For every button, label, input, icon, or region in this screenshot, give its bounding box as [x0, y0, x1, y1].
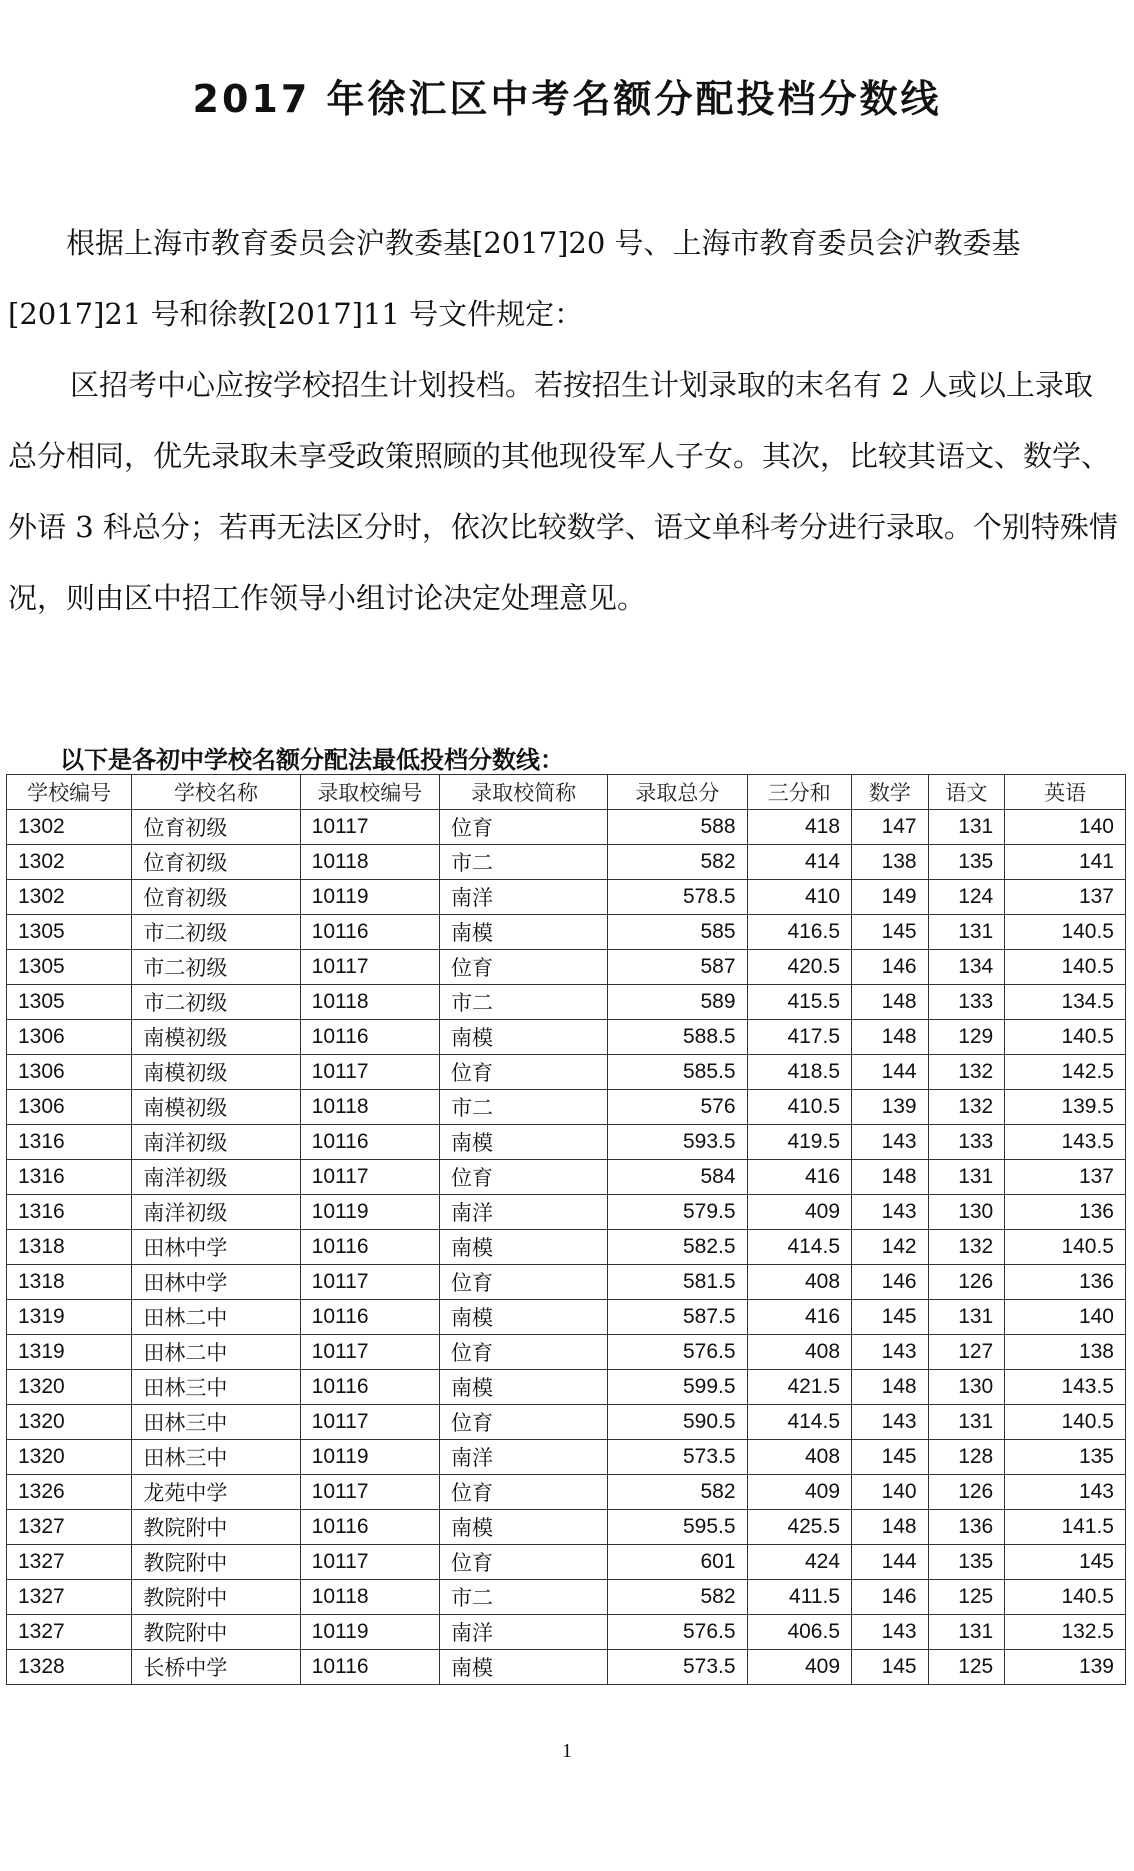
- school-name-cell: 南洋初级: [132, 1195, 300, 1230]
- math-score-cell: 148: [852, 1510, 929, 1545]
- english-score-cell: 139.5: [1005, 1090, 1126, 1125]
- school-id-cell: 1326: [7, 1475, 132, 1510]
- math-score-cell: 143: [852, 1405, 929, 1440]
- three-subject-sum-cell: 420.5: [747, 950, 851, 985]
- school-id-cell: 1318: [7, 1230, 132, 1265]
- school-name-cell: 南模初级: [132, 1090, 300, 1125]
- admit-school-name-cell: 位育: [439, 1405, 607, 1440]
- total-score-cell: 576.5: [608, 1615, 747, 1650]
- chinese-score-cell: 124: [928, 880, 1005, 915]
- three-subject-sum-cell: 418: [747, 810, 851, 845]
- column-header: 录取校编号: [300, 775, 439, 810]
- school-name-cell: 田林二中: [132, 1300, 300, 1335]
- paragraph-regulations: 根据上海市教育委员会沪教委基[2017]20 号、上海市教育委员会沪教委基[2017]21 号和徐教[2017]11 号文件规定：: [8, 226, 1021, 331]
- table-body: [7, 810, 1126, 1685]
- math-score-cell: 148: [852, 985, 929, 1020]
- total-score-cell: 582: [608, 1475, 747, 1510]
- school-name-cell: 田林二中: [132, 1335, 300, 1370]
- english-score-cell: 136: [1005, 1265, 1126, 1300]
- admit-school-id-cell: 10116: [300, 1510, 439, 1545]
- total-score-cell: 581.5: [608, 1265, 747, 1300]
- table-row: [7, 1195, 1126, 1230]
- english-score-cell: 141: [1005, 845, 1126, 880]
- school-name-cell: 位育初级: [132, 880, 300, 915]
- admit-school-id-cell: 10116: [300, 915, 439, 950]
- admit-school-name-cell: 南洋: [439, 880, 607, 915]
- admit-school-id-cell: 10117: [300, 1335, 439, 1370]
- admit-school-name-cell: 市二: [439, 1090, 607, 1125]
- table-row: [7, 1580, 1126, 1615]
- admit-school-id-cell: 10117: [300, 810, 439, 845]
- school-id-cell: 1327: [7, 1615, 132, 1650]
- admit-school-name-cell: 南模: [439, 1125, 607, 1160]
- table-row: [7, 1300, 1126, 1335]
- three-subject-sum-cell: 409: [747, 1475, 851, 1510]
- three-subject-sum-cell: 425.5: [747, 1510, 851, 1545]
- chinese-score-cell: 135: [928, 845, 1005, 880]
- school-id-cell: 1319: [7, 1300, 132, 1335]
- admit-school-name-cell: 南模: [439, 1020, 607, 1055]
- page-title: 2017 年徐汇区中考名额分配投档分数线: [192, 77, 942, 121]
- school-id-cell: 1319: [7, 1335, 132, 1370]
- three-subject-sum-cell: 414.5: [747, 1230, 851, 1265]
- table-row: [7, 950, 1126, 985]
- english-score-cell: 134.5: [1005, 985, 1126, 1020]
- table-row: [7, 1090, 1126, 1125]
- english-score-cell: 143: [1005, 1475, 1126, 1510]
- admit-school-name-cell: 位育: [439, 950, 607, 985]
- total-score-cell: 573.5: [608, 1440, 747, 1475]
- admit-school-name-cell: 位育: [439, 1265, 607, 1300]
- admit-school-name-cell: 位育: [439, 1545, 607, 1580]
- math-score-cell: 145: [852, 1650, 929, 1685]
- chinese-score-cell: 126: [928, 1265, 1005, 1300]
- school-id-cell: 1305: [7, 985, 132, 1020]
- column-header: 学校编号: [7, 775, 132, 810]
- admit-school-id-cell: 10117: [300, 1405, 439, 1440]
- admit-school-id-cell: 10116: [300, 1125, 439, 1160]
- school-name-cell: 田林中学: [132, 1230, 300, 1265]
- admit-school-id-cell: 10118: [300, 985, 439, 1020]
- table-row: [7, 1510, 1126, 1545]
- english-score-cell: 140: [1005, 810, 1126, 845]
- chinese-score-cell: 133: [928, 1125, 1005, 1160]
- english-score-cell: 145: [1005, 1545, 1126, 1580]
- math-score-cell: 143: [852, 1335, 929, 1370]
- school-name-cell: 教院附中: [132, 1510, 300, 1545]
- three-subject-sum-cell: 419.5: [747, 1125, 851, 1160]
- english-score-cell: 142.5: [1005, 1055, 1126, 1090]
- admit-school-id-cell: 10117: [300, 1055, 439, 1090]
- school-id-cell: 1320: [7, 1370, 132, 1405]
- math-score-cell: 145: [852, 915, 929, 950]
- column-header: 三分和: [747, 775, 851, 810]
- chinese-score-cell: 131: [928, 810, 1005, 845]
- three-subject-sum-cell: 408: [747, 1265, 851, 1300]
- school-id-cell: 1306: [7, 1090, 132, 1125]
- admit-school-name-cell: 市二: [439, 985, 607, 1020]
- table-row: [7, 1405, 1126, 1440]
- admit-school-id-cell: 10116: [300, 1650, 439, 1685]
- chinese-score-cell: 129: [928, 1020, 1005, 1055]
- table-row: [7, 1230, 1126, 1265]
- school-id-cell: 1302: [7, 880, 132, 915]
- admit-school-id-cell: 10119: [300, 1615, 439, 1650]
- school-name-cell: 田林三中: [132, 1370, 300, 1405]
- chinese-score-cell: 131: [928, 915, 1005, 950]
- total-score-cell: 582: [608, 1580, 747, 1615]
- chinese-score-cell: 130: [928, 1370, 1005, 1405]
- school-id-cell: 1316: [7, 1125, 132, 1160]
- chinese-score-cell: 131: [928, 1405, 1005, 1440]
- english-score-cell: 140.5: [1005, 950, 1126, 985]
- three-subject-sum-cell: 414.5: [747, 1405, 851, 1440]
- total-score-cell: 584: [608, 1160, 747, 1195]
- admit-school-name-cell: 南洋: [439, 1195, 607, 1230]
- school-name-cell: 南模初级: [132, 1055, 300, 1090]
- math-score-cell: 142: [852, 1230, 929, 1265]
- school-name-cell: 教院附中: [132, 1615, 300, 1650]
- school-name-cell: 市二初级: [132, 950, 300, 985]
- column-header: 数学: [852, 775, 929, 810]
- total-score-cell: 573.5: [608, 1650, 747, 1685]
- english-score-cell: 143.5: [1005, 1125, 1126, 1160]
- total-score-cell: 582: [608, 845, 747, 880]
- english-score-cell: 140.5: [1005, 1020, 1126, 1055]
- three-subject-sum-cell: 409: [747, 1195, 851, 1230]
- school-name-cell: 南洋初级: [132, 1160, 300, 1195]
- admit-school-id-cell: 10118: [300, 1580, 439, 1615]
- table-row: [7, 1650, 1126, 1685]
- admit-school-id-cell: 10117: [300, 1475, 439, 1510]
- table-row: [7, 915, 1126, 950]
- school-id-cell: 1302: [7, 810, 132, 845]
- total-score-cell: 599.5: [608, 1370, 747, 1405]
- school-name-cell: 龙苑中学: [132, 1475, 300, 1510]
- math-score-cell: 148: [852, 1370, 929, 1405]
- total-score-cell: 595.5: [608, 1510, 747, 1545]
- admit-school-id-cell: 10118: [300, 1090, 439, 1125]
- math-score-cell: 144: [852, 1055, 929, 1090]
- total-score-cell: 576: [608, 1090, 747, 1125]
- school-name-cell: 位育初级: [132, 810, 300, 845]
- table-row: [7, 1265, 1126, 1300]
- column-header: 语文: [928, 775, 1005, 810]
- school-name-cell: 市二初级: [132, 915, 300, 950]
- school-id-cell: 1320: [7, 1440, 132, 1475]
- chinese-score-cell: 128: [928, 1440, 1005, 1475]
- total-score-cell: 582.5: [608, 1230, 747, 1265]
- total-score-cell: 576.5: [608, 1335, 747, 1370]
- math-score-cell: 143: [852, 1195, 929, 1230]
- english-score-cell: 137: [1005, 880, 1126, 915]
- body-text: [8, 208, 1118, 634]
- english-score-cell: 140: [1005, 1300, 1126, 1335]
- table-row: [7, 1335, 1126, 1370]
- admit-school-id-cell: 10117: [300, 1265, 439, 1300]
- english-score-cell: 132.5: [1005, 1615, 1126, 1650]
- admit-school-name-cell: 南洋: [439, 1440, 607, 1475]
- admit-school-name-cell: 位育: [439, 1335, 607, 1370]
- total-score-cell: 589: [608, 985, 747, 1020]
- school-id-cell: 1320: [7, 1405, 132, 1440]
- english-score-cell: 143.5: [1005, 1370, 1126, 1405]
- table-row: [7, 1370, 1126, 1405]
- chinese-score-cell: 135: [928, 1545, 1005, 1580]
- school-id-cell: 1305: [7, 950, 132, 985]
- column-header: 学校名称: [132, 775, 300, 810]
- admit-school-name-cell: 市二: [439, 845, 607, 880]
- three-subject-sum-cell: 410: [747, 880, 851, 915]
- math-score-cell: 143: [852, 1615, 929, 1650]
- chinese-score-cell: 136: [928, 1510, 1005, 1545]
- school-id-cell: 1327: [7, 1545, 132, 1580]
- three-subject-sum-cell: 416.5: [747, 915, 851, 950]
- column-header: 录取校简称: [439, 775, 607, 810]
- english-score-cell: 138: [1005, 1335, 1126, 1370]
- math-score-cell: 140: [852, 1475, 929, 1510]
- table-row: [7, 985, 1126, 1020]
- three-subject-sum-cell: 414: [747, 845, 851, 880]
- math-score-cell: 145: [852, 1300, 929, 1335]
- chinese-score-cell: 125: [928, 1650, 1005, 1685]
- english-score-cell: 140.5: [1005, 915, 1126, 950]
- admit-school-id-cell: 10116: [300, 1230, 439, 1265]
- school-id-cell: 1306: [7, 1055, 132, 1090]
- admit-school-name-cell: 位育: [439, 1160, 607, 1195]
- school-id-cell: 1306: [7, 1020, 132, 1055]
- three-subject-sum-cell: 417.5: [747, 1020, 851, 1055]
- admit-school-name-cell: 市二: [439, 1580, 607, 1615]
- math-score-cell: 146: [852, 1580, 929, 1615]
- three-subject-sum-cell: 411.5: [747, 1580, 851, 1615]
- school-name-cell: 教院附中: [132, 1545, 300, 1580]
- table-row: [7, 1160, 1126, 1195]
- table-row: [7, 1440, 1126, 1475]
- admit-school-id-cell: 10119: [300, 1440, 439, 1475]
- school-id-cell: 1302: [7, 845, 132, 880]
- math-score-cell: 148: [852, 1160, 929, 1195]
- admit-school-id-cell: 10119: [300, 880, 439, 915]
- school-id-cell: 1328: [7, 1650, 132, 1685]
- admit-school-name-cell: 南模: [439, 1300, 607, 1335]
- admit-school-id-cell: 10117: [300, 1545, 439, 1580]
- chinese-score-cell: 132: [928, 1230, 1005, 1265]
- english-score-cell: 135: [1005, 1440, 1126, 1475]
- admit-school-id-cell: 10116: [300, 1020, 439, 1055]
- column-header: 英语: [1005, 775, 1126, 810]
- admit-school-id-cell: 10118: [300, 845, 439, 880]
- three-subject-sum-cell: 415.5: [747, 985, 851, 1020]
- admit-school-name-cell: 位育: [439, 1475, 607, 1510]
- chinese-score-cell: 131: [928, 1160, 1005, 1195]
- chinese-score-cell: 125: [928, 1580, 1005, 1615]
- admit-school-id-cell: 10117: [300, 950, 439, 985]
- admit-school-name-cell: 南模: [439, 1370, 607, 1405]
- chinese-score-cell: 132: [928, 1090, 1005, 1125]
- math-score-cell: 146: [852, 950, 929, 985]
- page-number: 1: [562, 1740, 572, 1762]
- total-score-cell: 601: [608, 1545, 747, 1580]
- admit-school-id-cell: 10116: [300, 1300, 439, 1335]
- column-header: 录取总分: [608, 775, 747, 810]
- school-name-cell: 南模初级: [132, 1020, 300, 1055]
- school-name-cell: 田林三中: [132, 1405, 300, 1440]
- school-id-cell: 1316: [7, 1195, 132, 1230]
- three-subject-sum-cell: 418.5: [747, 1055, 851, 1090]
- table-row: [7, 1615, 1126, 1650]
- total-score-cell: 587: [608, 950, 747, 985]
- table-row: [7, 1125, 1126, 1160]
- admit-school-name-cell: 南洋: [439, 1615, 607, 1650]
- total-score-cell: 585.5: [608, 1055, 747, 1090]
- math-score-cell: 149: [852, 880, 929, 915]
- admit-school-name-cell: 南模: [439, 1650, 607, 1685]
- paragraph-admission-rules: 区招考中心应按学校招生计划投档。若按招生计划录取的末名有 2 人或以上录取总分相同，优先录取未享受政策照顾的其他现役军人子女。其次，比较其语文、数学、外语 3 科总分；若再无法区分时，依次比较数学、语文单科考分进行录取。个别特殊情况，则由区中招工作领导小组讨论决定处理意见。: [8, 368, 1118, 615]
- english-score-cell: 141.5: [1005, 1510, 1126, 1545]
- total-score-cell: 590.5: [608, 1405, 747, 1440]
- three-subject-sum-cell: 416: [747, 1160, 851, 1195]
- table-row: [7, 845, 1126, 880]
- admit-school-id-cell: 10119: [300, 1195, 439, 1230]
- school-name-cell: 南洋初级: [132, 1125, 300, 1160]
- three-subject-sum-cell: 410.5: [747, 1090, 851, 1125]
- admit-school-name-cell: 位育: [439, 1055, 607, 1090]
- admit-school-name-cell: 南模: [439, 915, 607, 950]
- school-name-cell: 位育初级: [132, 845, 300, 880]
- table-row: [7, 1545, 1126, 1580]
- admit-school-name-cell: 位育: [439, 810, 607, 845]
- school-name-cell: 长桥中学: [132, 1650, 300, 1685]
- total-score-cell: 588.5: [608, 1020, 747, 1055]
- score-table: [6, 774, 1126, 1685]
- three-subject-sum-cell: 424: [747, 1545, 851, 1580]
- math-score-cell: 145: [852, 1440, 929, 1475]
- chinese-score-cell: 131: [928, 1300, 1005, 1335]
- chinese-score-cell: 133: [928, 985, 1005, 1020]
- three-subject-sum-cell: 421.5: [747, 1370, 851, 1405]
- table-row: [7, 1020, 1126, 1055]
- chinese-score-cell: 134: [928, 950, 1005, 985]
- school-id-cell: 1305: [7, 915, 132, 950]
- table-header-row: [7, 775, 1126, 810]
- total-score-cell: 579.5: [608, 1195, 747, 1230]
- math-score-cell: 147: [852, 810, 929, 845]
- chinese-score-cell: 126: [928, 1475, 1005, 1510]
- table-caption: 以下是各初中学校名额分配法最低投档分数线：: [60, 746, 564, 774]
- table-row: [7, 1475, 1126, 1510]
- chinese-score-cell: 130: [928, 1195, 1005, 1230]
- total-score-cell: 578.5: [608, 880, 747, 915]
- school-id-cell: 1327: [7, 1510, 132, 1545]
- total-score-cell: 587.5: [608, 1300, 747, 1335]
- english-score-cell: 137: [1005, 1160, 1126, 1195]
- math-score-cell: 148: [852, 1020, 929, 1055]
- table-row: [7, 880, 1126, 915]
- school-name-cell: 教院附中: [132, 1580, 300, 1615]
- math-score-cell: 143: [852, 1125, 929, 1160]
- table-row: [7, 1055, 1126, 1090]
- math-score-cell: 146: [852, 1265, 929, 1300]
- school-name-cell: 田林三中: [132, 1440, 300, 1475]
- chinese-score-cell: 131: [928, 1615, 1005, 1650]
- total-score-cell: 585: [608, 915, 747, 950]
- admit-school-name-cell: 南模: [439, 1510, 607, 1545]
- total-score-cell: 588: [608, 810, 747, 845]
- three-subject-sum-cell: 408: [747, 1440, 851, 1475]
- admit-school-name-cell: 南模: [439, 1230, 607, 1265]
- english-score-cell: 140.5: [1005, 1405, 1126, 1440]
- three-subject-sum-cell: 406.5: [747, 1615, 851, 1650]
- english-score-cell: 139: [1005, 1650, 1126, 1685]
- three-subject-sum-cell: 409: [747, 1650, 851, 1685]
- total-score-cell: 593.5: [608, 1125, 747, 1160]
- english-score-cell: 140.5: [1005, 1580, 1126, 1615]
- english-score-cell: 136: [1005, 1195, 1126, 1230]
- admit-school-id-cell: 10117: [300, 1160, 439, 1195]
- admit-school-id-cell: 10116: [300, 1370, 439, 1405]
- chinese-score-cell: 132: [928, 1055, 1005, 1090]
- table-row: [7, 810, 1126, 845]
- three-subject-sum-cell: 416: [747, 1300, 851, 1335]
- school-name-cell: 田林中学: [132, 1265, 300, 1300]
- english-score-cell: 140.5: [1005, 1230, 1126, 1265]
- school-id-cell: 1327: [7, 1580, 132, 1615]
- school-name-cell: 市二初级: [132, 985, 300, 1020]
- math-score-cell: 139: [852, 1090, 929, 1125]
- chinese-score-cell: 127: [928, 1335, 1005, 1370]
- three-subject-sum-cell: 408: [747, 1335, 851, 1370]
- school-id-cell: 1318: [7, 1265, 132, 1300]
- math-score-cell: 138: [852, 845, 929, 880]
- school-id-cell: 1316: [7, 1160, 132, 1195]
- math-score-cell: 144: [852, 1545, 929, 1580]
